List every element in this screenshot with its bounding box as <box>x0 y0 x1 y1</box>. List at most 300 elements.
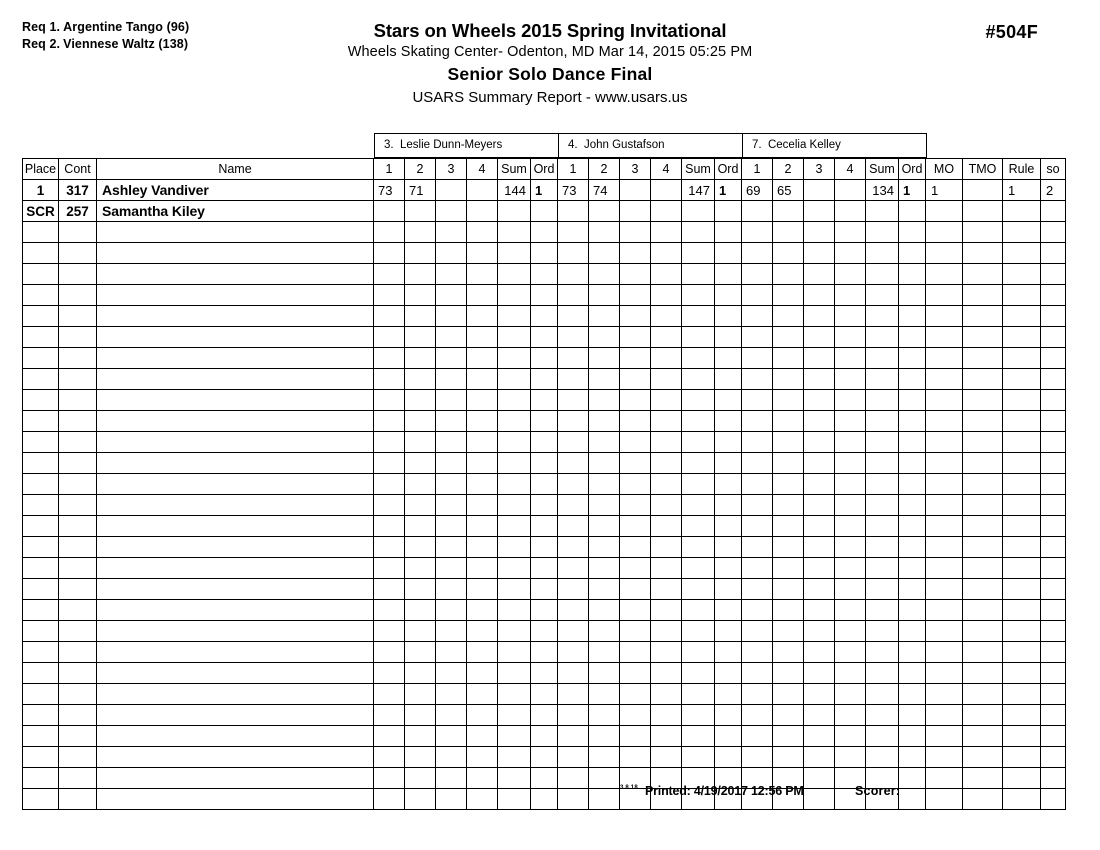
cell-j3-score3 <box>804 222 835 243</box>
judge-name: Cecelia Kelley <box>767 139 841 151</box>
cell-j3-score4 <box>835 390 866 411</box>
table-row-blank[interactable] <box>23 264 1066 285</box>
cell-j1-score2 <box>405 579 436 600</box>
score-sheet <box>22 133 1060 782</box>
table-row-blank[interactable] <box>23 411 1066 432</box>
cell-j2-ord <box>715 264 742 285</box>
cell-j1-score3 <box>436 390 467 411</box>
cell-j2-sum <box>682 516 715 537</box>
cell-j1-sum <box>498 705 531 726</box>
cell-j2-sum: 147 <box>682 180 715 201</box>
cell-j2-sum <box>682 747 715 768</box>
cell-j2-ord <box>715 663 742 684</box>
table-row-blank[interactable] <box>23 747 1066 768</box>
cell-j2-ord <box>715 369 742 390</box>
table-row-blank[interactable] <box>23 642 1066 663</box>
cell-j1-score1 <box>374 684 405 705</box>
cell-j1-score4 <box>467 201 498 222</box>
cell-j1-sum <box>498 432 531 453</box>
cell-so <box>1041 621 1066 642</box>
cell-j2-ord <box>715 579 742 600</box>
table-row-blank[interactable] <box>23 537 1066 558</box>
cell-rule <box>1003 495 1041 516</box>
cell-j2-score2 <box>589 201 620 222</box>
table-row-blank[interactable] <box>23 579 1066 600</box>
cell-j3-score4 <box>835 726 866 747</box>
cell-name <box>97 348 374 369</box>
cell-j3-score4 <box>835 180 866 201</box>
cell-cont <box>59 453 97 474</box>
cell-j3-score3 <box>804 558 835 579</box>
cell-tmo <box>963 474 1003 495</box>
cell-rule <box>1003 411 1041 432</box>
cell-j1-sum <box>498 516 531 537</box>
cell-place <box>23 705 59 726</box>
cell-name <box>97 600 374 621</box>
cell-place <box>23 285 59 306</box>
cell-j2-ord <box>715 327 742 348</box>
col-header-cont: Cont <box>59 159 97 180</box>
cell-j3-score2 <box>773 558 804 579</box>
cell-j2-score4 <box>651 411 682 432</box>
cell-j2-score3 <box>620 180 651 201</box>
cell-j1-sum <box>498 600 531 621</box>
cell-j1-score2 <box>405 390 436 411</box>
event-code: #504F <box>985 22 1038 42</box>
cell-mo <box>926 201 963 222</box>
cell-j2-sum <box>682 642 715 663</box>
cell-mo <box>926 222 963 243</box>
cell-mo <box>926 369 963 390</box>
cell-j3-ord <box>899 411 926 432</box>
cell-j2-score2 <box>589 285 620 306</box>
cell-mo <box>926 537 963 558</box>
cell-j3-score2 <box>773 390 804 411</box>
cell-j1-score1 <box>374 222 405 243</box>
cell-j1-score3 <box>436 201 467 222</box>
cell-j1-score2 <box>405 558 436 579</box>
cell-name <box>97 264 374 285</box>
cell-j3-score3 <box>804 369 835 390</box>
judge-number: 3. <box>384 139 394 151</box>
cell-mo <box>926 390 963 411</box>
cell-j2-ord <box>715 306 742 327</box>
cell-j1-sum <box>498 369 531 390</box>
cell-j3-score4 <box>835 747 866 768</box>
cell-mo <box>926 306 963 327</box>
cell-so <box>1041 600 1066 621</box>
cell-j2-score3 <box>620 579 651 600</box>
cell-j3-score2 <box>773 663 804 684</box>
cell-mo <box>926 579 963 600</box>
cell-j2-score2 <box>589 432 620 453</box>
cell-j2-ord <box>715 201 742 222</box>
cell-j3-score1 <box>742 579 773 600</box>
table-row-blank[interactable] <box>23 390 1066 411</box>
table-row-blank[interactable] <box>23 474 1066 495</box>
cell-j2-score3 <box>620 684 651 705</box>
cell-mo <box>926 642 963 663</box>
col-header-so: so <box>1041 159 1066 180</box>
cell-tmo <box>963 327 1003 348</box>
cell-j3-sum <box>866 621 899 642</box>
table-row-blank[interactable] <box>23 516 1066 537</box>
table-row-blank[interactable] <box>23 705 1066 726</box>
cell-so <box>1041 222 1066 243</box>
cell-j3-score3 <box>804 348 835 369</box>
cell-j2-score4 <box>651 684 682 705</box>
cell-j1-score2 <box>405 369 436 390</box>
cell-j3-score2 <box>773 369 804 390</box>
cell-j1-score1 <box>374 285 405 306</box>
cell-j3-score1 <box>742 495 773 516</box>
cell-j3-score1 <box>742 327 773 348</box>
cell-j3-score2 <box>773 747 804 768</box>
cell-j2-ord <box>715 705 742 726</box>
cell-name <box>97 453 374 474</box>
cell-j3-ord <box>899 495 926 516</box>
cell-tmo <box>963 684 1003 705</box>
cell-so <box>1041 390 1066 411</box>
cell-j1-score2 <box>405 243 436 264</box>
table-row-blank[interactable] <box>23 663 1066 684</box>
cell-j3-score2: 65 <box>773 180 804 201</box>
cell-j3-score2 <box>773 516 804 537</box>
col-header-place: Place <box>23 159 59 180</box>
cell-j1-score2 <box>405 201 436 222</box>
cell-j3-score4 <box>835 369 866 390</box>
cell-tmo <box>963 201 1003 222</box>
cell-so <box>1041 684 1066 705</box>
cell-j1-score2 <box>405 600 436 621</box>
table-row-blank[interactable] <box>23 306 1066 327</box>
cell-j2-sum <box>682 369 715 390</box>
cell-mo <box>926 474 963 495</box>
cell-j1-score1: 73 <box>374 180 405 201</box>
cell-j1-score4 <box>467 180 498 201</box>
cell-j2-score4 <box>651 642 682 663</box>
cell-j2-score4 <box>651 705 682 726</box>
cell-j3-score2 <box>773 222 804 243</box>
cell-j1-sum <box>498 537 531 558</box>
cell-j3-ord <box>899 306 926 327</box>
cell-j1-score2: 71 <box>405 180 436 201</box>
cell-j3-score4 <box>835 306 866 327</box>
cell-j3-score4 <box>835 642 866 663</box>
col-header-j2-1: 1 <box>558 159 589 180</box>
cell-j2-score1 <box>558 264 589 285</box>
cell-j1-score3 <box>436 495 467 516</box>
cell-j3-ord <box>899 243 926 264</box>
cell-j3-score4 <box>835 411 866 432</box>
cell-j2-score1 <box>558 600 589 621</box>
table-row-blank[interactable] <box>23 243 1066 264</box>
cell-j3-score3 <box>804 495 835 516</box>
cell-j1-sum <box>498 243 531 264</box>
cell-cont <box>59 558 97 579</box>
report-subtitle: USARS Summary Report - www.usars.us <box>412 89 688 106</box>
cell-j1-score2 <box>405 264 436 285</box>
cell-j3-score3 <box>804 642 835 663</box>
cell-j3-score1 <box>742 684 773 705</box>
cell-rule: 1 <box>1003 180 1041 201</box>
cell-j3-ord <box>899 327 926 348</box>
cell-j1-score3 <box>436 663 467 684</box>
cell-j3-score1 <box>742 705 773 726</box>
cell-j2-score4 <box>651 495 682 516</box>
cell-j1-ord <box>531 348 558 369</box>
cell-mo <box>926 558 963 579</box>
cell-j3-score3 <box>804 411 835 432</box>
cell-j3-ord <box>899 684 926 705</box>
cell-cont <box>59 411 97 432</box>
cell-j3-score1 <box>742 747 773 768</box>
cell-j1-ord <box>531 432 558 453</box>
cell-so <box>1041 495 1066 516</box>
cell-j3-score3 <box>804 390 835 411</box>
cell-rule <box>1003 243 1041 264</box>
venue-and-datetime: Wheels Skating Center- Odenton, MD Mar 14, 2015 05:25 PM <box>347 44 753 60</box>
cell-place: 1 <box>23 180 59 201</box>
cell-j1-score4 <box>467 747 498 768</box>
cell-j3-sum <box>866 642 899 663</box>
cell-j1-score1 <box>374 432 405 453</box>
cell-j3-score4 <box>835 264 866 285</box>
cell-j3-score1 <box>742 369 773 390</box>
cell-mo <box>926 495 963 516</box>
col-header-j2-4: 4 <box>651 159 682 180</box>
cell-rule <box>1003 390 1041 411</box>
cell-so <box>1041 642 1066 663</box>
cell-so <box>1041 453 1066 474</box>
cell-j2-score3 <box>620 495 651 516</box>
cell-mo: 1 <box>926 180 963 201</box>
cell-j1-score1 <box>374 474 405 495</box>
cell-j3-sum <box>866 432 899 453</box>
cell-mo <box>926 516 963 537</box>
cell-tmo <box>963 453 1003 474</box>
cell-so <box>1041 369 1066 390</box>
cell-j1-score4 <box>467 474 498 495</box>
cell-j1-score2 <box>405 516 436 537</box>
table-row-blank[interactable] <box>23 369 1066 390</box>
cell-j1-ord <box>531 642 558 663</box>
cell-cont <box>59 306 97 327</box>
cell-j1-sum <box>498 201 531 222</box>
cell-j2-ord <box>715 558 742 579</box>
table-row-blank[interactable] <box>23 453 1066 474</box>
cell-j3-sum <box>866 348 899 369</box>
table-row-blank[interactable] <box>23 285 1066 306</box>
cell-j1-score2 <box>405 642 436 663</box>
judge-number: 7. <box>752 139 762 151</box>
cell-j1-score2 <box>405 684 436 705</box>
cell-name <box>97 285 374 306</box>
cell-j3-sum <box>866 327 899 348</box>
cell-j1-score4 <box>467 621 498 642</box>
cell-name <box>97 684 374 705</box>
cell-j3-score4 <box>835 705 866 726</box>
cell-j2-score1 <box>558 222 589 243</box>
cell-place <box>23 369 59 390</box>
table-row[interactable] <box>23 180 1066 201</box>
cell-j3-score1 <box>742 348 773 369</box>
cell-j3-score1 <box>742 621 773 642</box>
cell-j1-sum <box>498 411 531 432</box>
cell-mo <box>926 726 963 747</box>
table-row-blank[interactable] <box>23 222 1066 243</box>
cell-j2-score3 <box>620 348 651 369</box>
cell-mo <box>926 243 963 264</box>
cell-cont <box>59 642 97 663</box>
col-header-j2-3: 3 <box>620 159 651 180</box>
cell-j1-score1 <box>374 201 405 222</box>
cell-j3-score3 <box>804 285 835 306</box>
cell-j3-score2 <box>773 600 804 621</box>
cell-j1-ord: 1 <box>531 180 558 201</box>
cell-j1-score3 <box>436 537 467 558</box>
cell-j1-score2 <box>405 327 436 348</box>
cell-tmo <box>963 516 1003 537</box>
cell-j1-score3 <box>436 327 467 348</box>
cell-rule <box>1003 726 1041 747</box>
cell-j1-ord <box>531 579 558 600</box>
cell-j1-score1 <box>374 411 405 432</box>
cell-so <box>1041 747 1066 768</box>
cell-j1-score4 <box>467 516 498 537</box>
cell-j2-score2 <box>589 243 620 264</box>
cell-so <box>1041 789 1066 810</box>
col-header-j3-4: 4 <box>835 159 866 180</box>
cell-j1-score4 <box>467 642 498 663</box>
requirement-text: Viennese Waltz (138) <box>63 37 189 51</box>
cell-j1-score4 <box>467 285 498 306</box>
table-row-blank[interactable] <box>23 600 1066 621</box>
cell-rule <box>1003 642 1041 663</box>
requirement-line <box>22 19 189 36</box>
cell-j3-score2 <box>773 348 804 369</box>
judge-name: Leslie Dunn-Meyers <box>399 139 503 151</box>
cell-j3-score4 <box>835 453 866 474</box>
cell-j3-ord <box>899 642 926 663</box>
cell-place <box>23 306 59 327</box>
cell-j1-score4 <box>467 495 498 516</box>
cell-j2-ord <box>715 348 742 369</box>
cell-tmo <box>963 558 1003 579</box>
cell-j2-score4 <box>651 579 682 600</box>
cell-j1-sum: 144 <box>498 180 531 201</box>
cell-j1-score4 <box>467 537 498 558</box>
cell-j2-sum <box>682 600 715 621</box>
cell-j2-score3 <box>620 369 651 390</box>
cell-tmo <box>963 180 1003 201</box>
cell-j2-score3 <box>620 306 651 327</box>
cell-j2-sum <box>682 474 715 495</box>
table-row[interactable] <box>23 201 1066 222</box>
cell-j1-score4 <box>467 726 498 747</box>
cell-j1-score4 <box>467 411 498 432</box>
cell-j2-score4 <box>651 516 682 537</box>
cell-j1-sum <box>498 453 531 474</box>
printed-timestamp: Printed: 4/19/2017 12:56 PM <box>645 784 804 798</box>
cell-j3-ord <box>899 222 926 243</box>
table-row-blank[interactable] <box>23 558 1066 579</box>
cell-j3-score1 <box>742 432 773 453</box>
cell-j1-score2 <box>405 621 436 642</box>
cell-j3-score2 <box>773 684 804 705</box>
cell-j2-score3 <box>620 705 651 726</box>
cell-j3-score4 <box>835 285 866 306</box>
cell-j2-ord <box>715 453 742 474</box>
cell-j2-sum <box>682 411 715 432</box>
cell-j2-ord: 1 <box>715 180 742 201</box>
cell-j3-sum <box>866 600 899 621</box>
cell-j2-score4 <box>651 537 682 558</box>
cell-j1-ord <box>531 264 558 285</box>
cell-mo <box>926 663 963 684</box>
cell-j2-ord <box>715 516 742 537</box>
cell-j1-score3 <box>436 222 467 243</box>
cell-j3-score3 <box>804 705 835 726</box>
col-header-j2-2: 2 <box>589 159 620 180</box>
report-header <box>200 20 900 110</box>
cell-j1-score1 <box>374 726 405 747</box>
cell-j1-ord <box>531 747 558 768</box>
table-row-blank[interactable] <box>23 432 1066 453</box>
cell-j3-score1 <box>742 222 773 243</box>
cell-mo <box>926 432 963 453</box>
cell-j3-score4 <box>835 201 866 222</box>
table-row-blank[interactable] <box>23 327 1066 348</box>
event-title: Stars on Wheels 2015 Spring Invitational <box>373 20 727 41</box>
cell-cont <box>59 705 97 726</box>
cell-j3-sum <box>866 537 899 558</box>
cell-j2-score4 <box>651 306 682 327</box>
cell-j3-score3 <box>804 621 835 642</box>
cell-j3-score2 <box>773 642 804 663</box>
cell-j2-score3 <box>620 621 651 642</box>
cell-j2-score2 <box>589 495 620 516</box>
cell-place <box>23 642 59 663</box>
cell-j3-score4 <box>835 432 866 453</box>
cell-j3-score3 <box>804 600 835 621</box>
cell-j1-score1 <box>374 453 405 474</box>
cell-j3-score2 <box>773 201 804 222</box>
cell-name <box>97 306 374 327</box>
table-row-blank[interactable] <box>23 726 1066 747</box>
cell-j2-score3 <box>620 474 651 495</box>
cell-j2-score2: 74 <box>589 180 620 201</box>
cell-j1-sum <box>498 621 531 642</box>
cell-j1-score2 <box>405 495 436 516</box>
cell-place <box>23 579 59 600</box>
cell-j3-score2 <box>773 264 804 285</box>
col-header-j3-3: 3 <box>804 159 835 180</box>
cell-j3-score3 <box>804 663 835 684</box>
requirement-label: Req 2. <box>22 37 61 51</box>
table-row-blank[interactable] <box>23 348 1066 369</box>
cell-j1-score2 <box>405 285 436 306</box>
cell-j1-score3 <box>436 705 467 726</box>
table-row-blank[interactable] <box>23 495 1066 516</box>
cell-cont <box>59 747 97 768</box>
table-row-blank[interactable] <box>23 621 1066 642</box>
cell-j3-score1 <box>742 285 773 306</box>
cell-j3-score4 <box>835 348 866 369</box>
table-row-blank[interactable] <box>23 684 1066 705</box>
cell-j3-score3 <box>804 432 835 453</box>
cell-j1-score4 <box>467 306 498 327</box>
